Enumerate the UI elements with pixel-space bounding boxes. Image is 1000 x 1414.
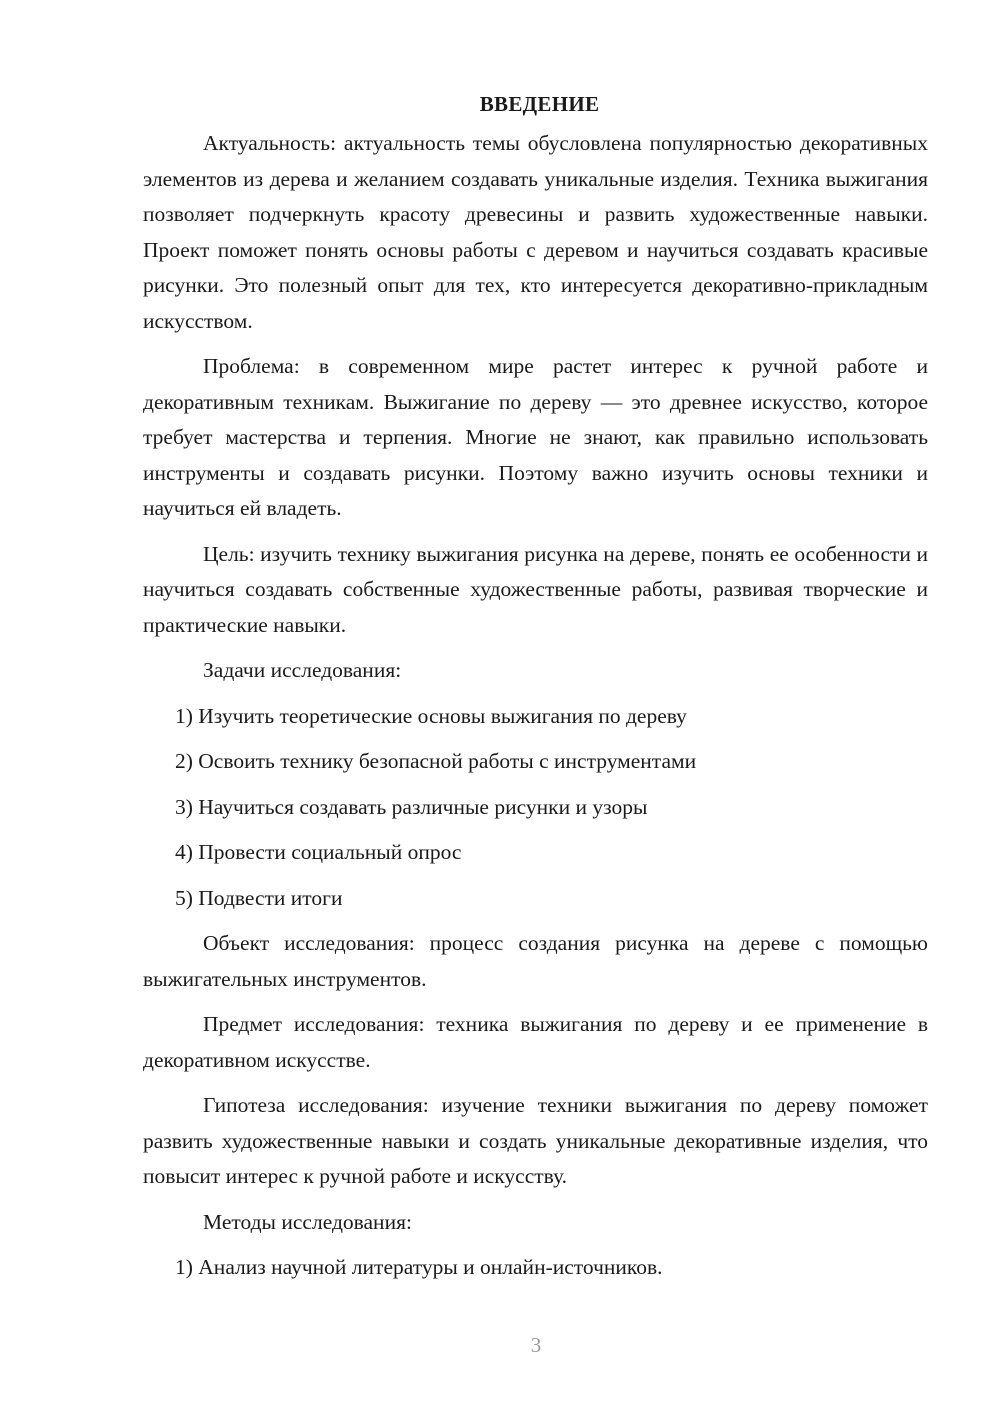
task-item-3: 3) Научиться создавать различные рисунки и узоры — [175, 794, 648, 819]
paragraph-hypothesis: Гипотеза исследования: изучение техники выжигания по дереву поможет развить художественные навыки и создать уникальные декоративные изделия, что повысит интерес к ручной работе и искусству. — [143, 1093, 928, 1188]
tasks-heading: Задачи исследования: — [203, 658, 402, 682]
task-item-4: 4) Провести социальный опрос — [175, 840, 462, 864]
paragraph-relevance: Актуальность: актуальность темы обусловлена популярностью декоративных элементов из дерева и желанием создавать уникальные изделия. Техника выжигания позволяет подчеркнуть красоту древесины и развить художественные навыки. Проект поможет понять основы работы с деревом и научиться создавать красивые рисунки. Это полезный опыт для тех, кто интересуется декоративно-прикладным искусством. — [143, 131, 928, 333]
paragraph-object: Объект исследования: процесс создания рисунка на дереве с помощью выжигательных инструментов. — [143, 931, 928, 991]
paragraph-problem: Проблема: в современном мире растет интерес к ручной работе и декоративным техникам. Выжигание по дереву — это древнее искусство, которое требует мастерства и терпения. Многие не знают, как правильно использовать инструменты и создавать рисунки. Поэтому важно изучить основы техники и научиться ей владеть. — [143, 354, 928, 520]
task-item-5: 5) Подвести итоги — [175, 885, 343, 910]
task-item-2: 2) Освоить технику безопасной работы с инструментами — [175, 749, 697, 773]
paragraph-subject: Предмет исследования: техника выжигания по дереву и ее применение в декоративном искусстве. — [143, 1012, 928, 1072]
paragraph-goal: Цель: изучить технику выжигания рисунка на дереве, понять ее особенности и научиться создавать собственные художественные работы, развивая творческие и практические навыки. — [143, 541, 928, 637]
page-number: 3 — [530, 1333, 542, 1357]
task-item-1: 1) Изучить теоретические основы выжигания по дереву — [175, 703, 687, 728]
method-item-1: 1) Анализ научной литературы и онлайн-источников. — [175, 1255, 663, 1279]
document-page — [143, 90, 928, 1296]
section-title: ВВЕДЕНИЕ — [479, 92, 600, 116]
methods-heading: Методы исследования: — [203, 1209, 412, 1234]
